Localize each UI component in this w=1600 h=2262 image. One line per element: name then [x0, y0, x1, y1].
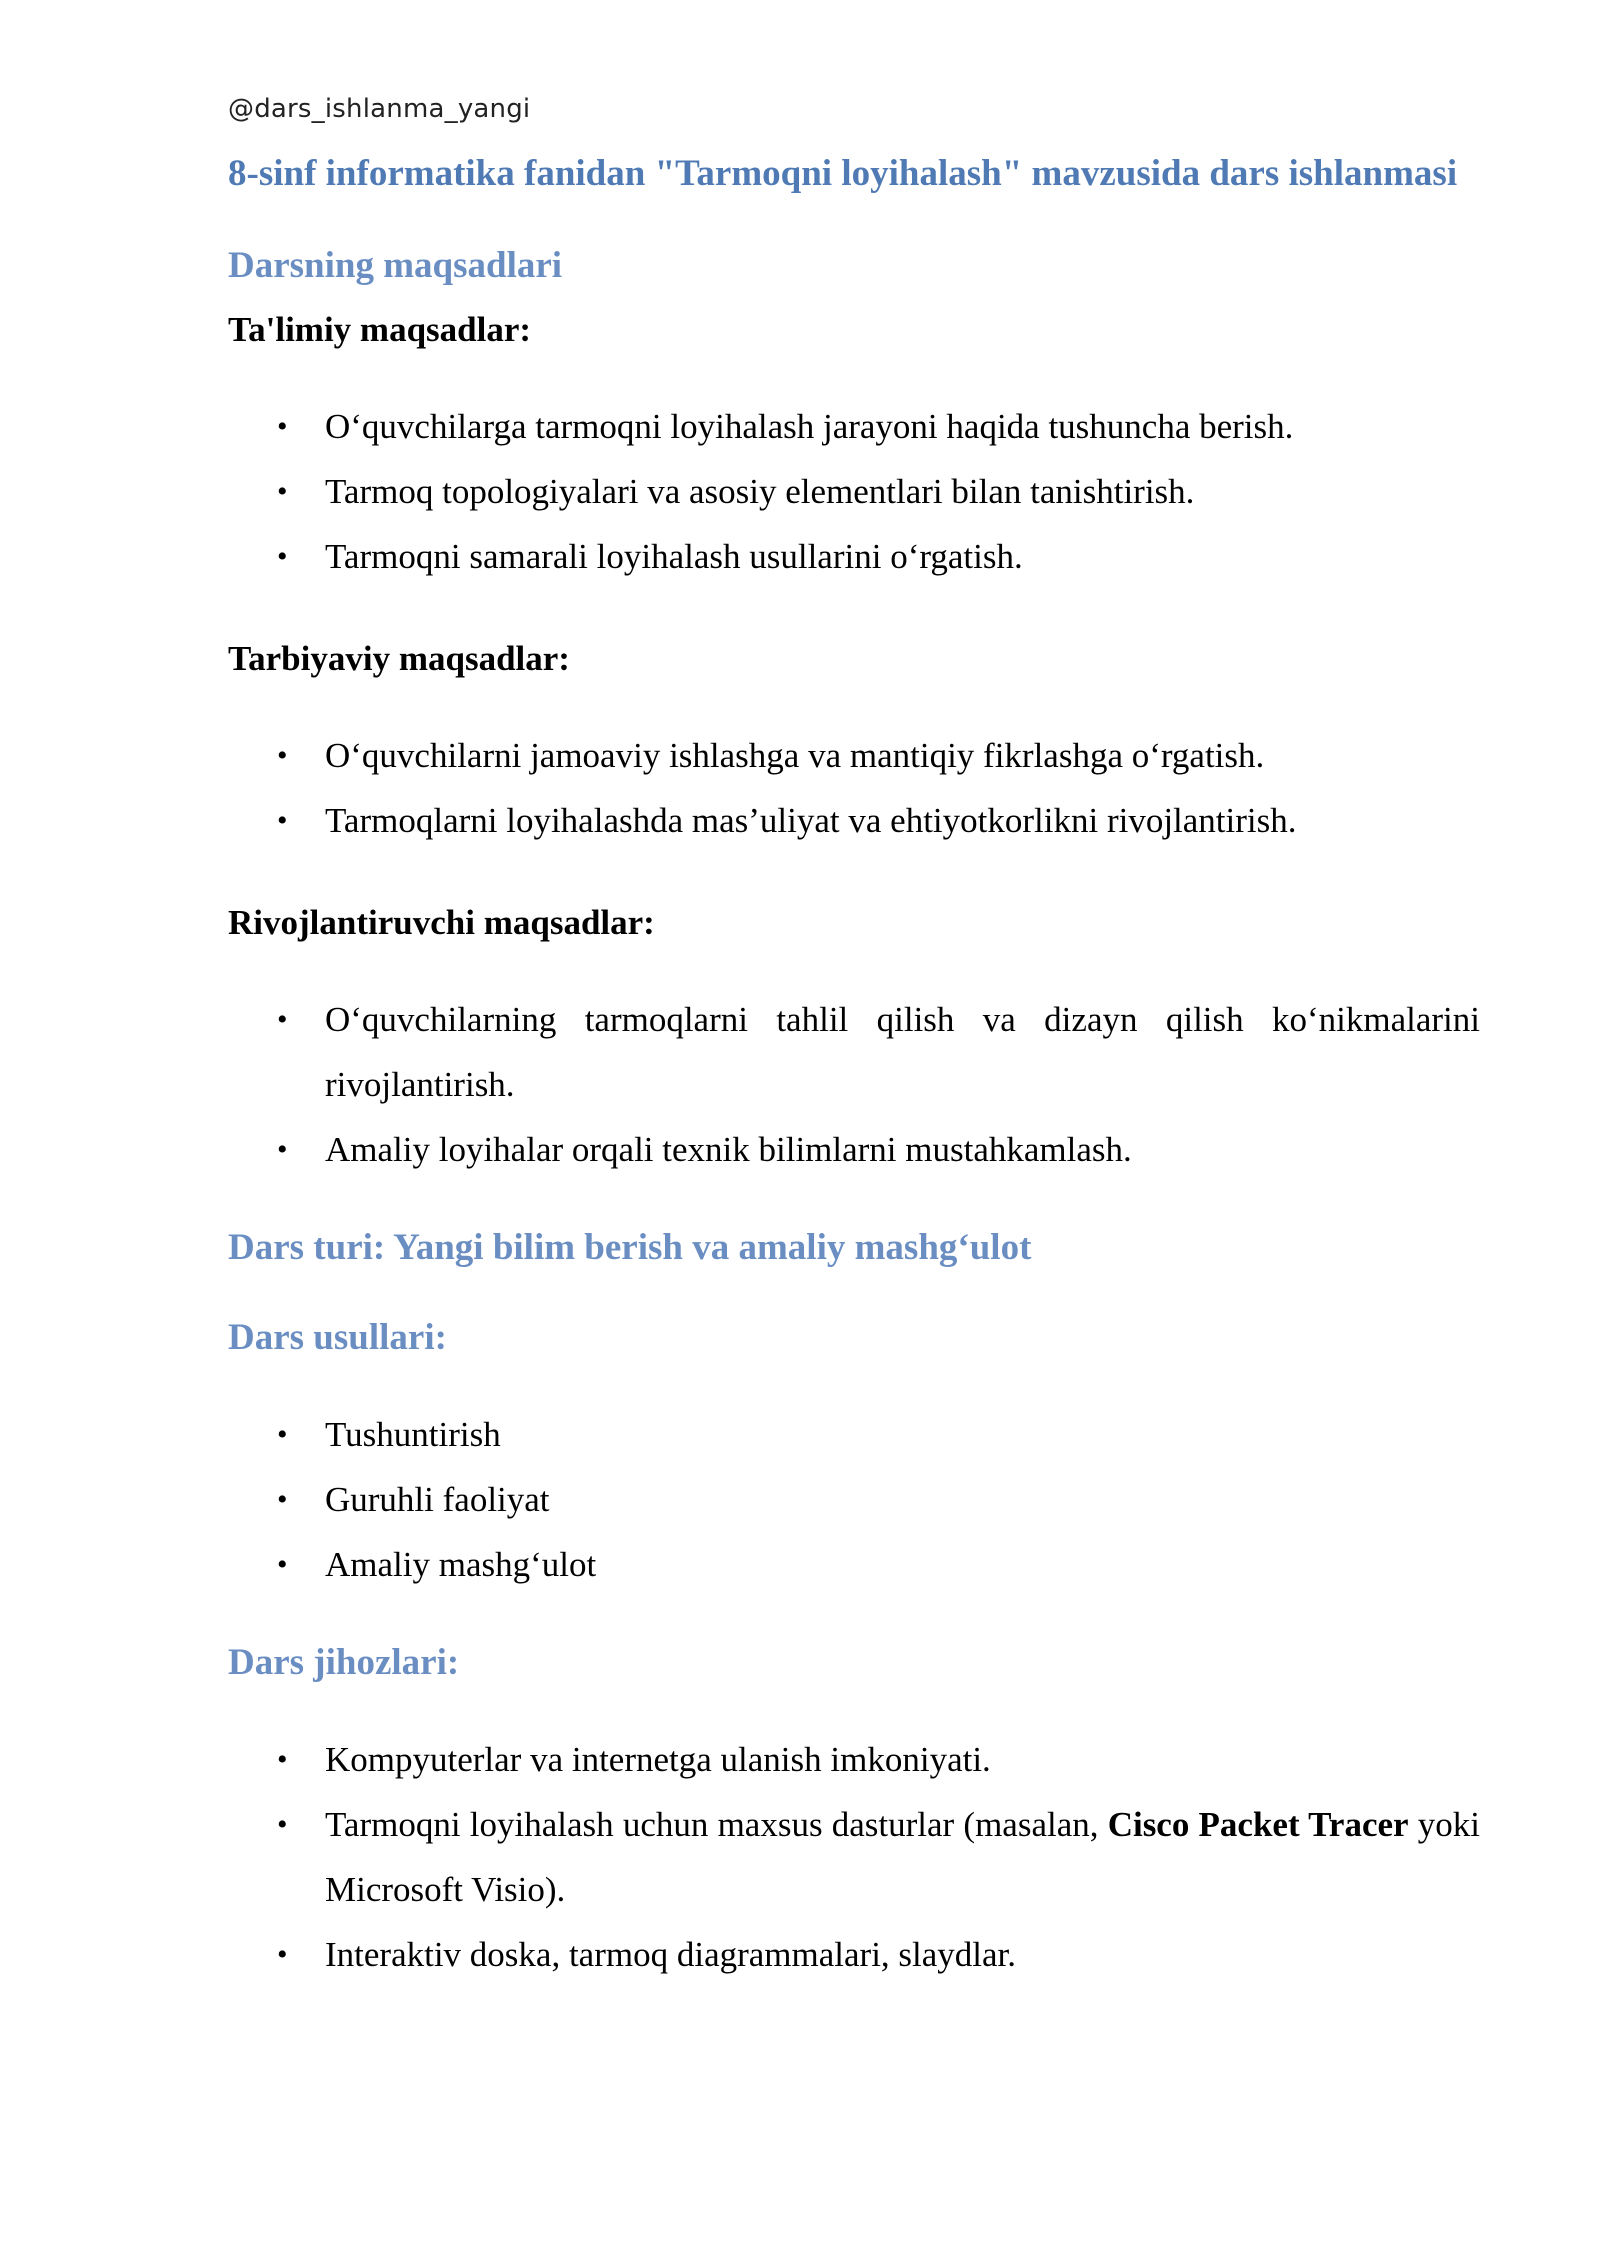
list-item [228, 1402, 1480, 1467]
list-item-text: O‘quvchilarga tarmoqni loyihalash jarayoni haqida tushuncha berish. [325, 407, 1294, 446]
bullet: • [277, 1418, 288, 1451]
list-item [228, 459, 1480, 524]
equipment-list [228, 1727, 1480, 1987]
list-item-text: O‘quvchilarni jamoaviy ishlashga va mantiqiy fikrlashga o‘rgatish. [325, 736, 1265, 775]
upbringing-goals-heading: Tarbiyaviy maqsadlar: [228, 639, 570, 678]
bullet: • [277, 1548, 288, 1581]
bullet: • [277, 739, 288, 772]
list-item-text: Amaliy mashg‘ulot [325, 1545, 597, 1584]
bullet: • [277, 1133, 288, 1166]
developmental-goals-heading: Rivojlantiruvchi maqsadlar: [228, 903, 655, 942]
list-item [228, 1922, 1480, 1987]
developmental-goals-list [228, 987, 1480, 1182]
list-item-text: Interaktiv doska, tarmoq diagrammalari, slaydlar. [325, 1935, 1017, 1974]
list-item-text: Tushuntirish [325, 1415, 501, 1454]
list-item-text: Tarmoqlarni loyihalashda mas’uliyat va ehtiyotkorlikni rivojlantirish. [325, 801, 1297, 840]
equipment-heading: Dars jihozlari: [228, 1642, 460, 1683]
bullet: • [277, 475, 288, 508]
bullet: • [277, 804, 288, 837]
list-item [228, 1532, 1480, 1597]
list-item [228, 723, 1480, 788]
list-item-text: Kompyuterlar va internetga ulanish imkoniyati. [325, 1740, 991, 1779]
list-item-text: Tarmoqni loyihalash uchun maxsus dasturlar (masalan, [325, 1805, 1108, 1844]
document-content [228, 148, 1480, 1987]
list-item-text: Amaliy loyihalar orqali texnik bilimlarni mustahkamlash. [325, 1130, 1132, 1169]
list-item [228, 1727, 1480, 1792]
methods-heading: Dars usullari: [228, 1317, 447, 1358]
list-item [228, 1117, 1480, 1182]
list-item [228, 394, 1480, 459]
list-item [228, 1792, 1480, 1922]
bullet: • [277, 1003, 288, 1036]
document-title: 8-sinf informatika fanidan "Tarmoqni loyihalash" mavzusida dars ishlanmasi [228, 153, 1458, 194]
list-item-text: Guruhli faoliyat [325, 1480, 550, 1519]
software-name: Cisco Packet Tracer [1107, 1805, 1409, 1844]
channel-tag: @dars_ishlanma_yangi [228, 94, 531, 124]
list-item-text: Tarmoqni samarali loyihalash usullarini o‘rgatish. [325, 537, 1023, 576]
list-item [228, 1467, 1480, 1532]
educational-goals-list [228, 394, 1480, 589]
bullet: • [277, 1808, 288, 1841]
upbringing-goals-list [228, 723, 1480, 853]
goals-heading: Darsning maqsadlari [228, 245, 563, 286]
list-item [228, 524, 1480, 589]
bullet: • [277, 410, 288, 443]
educational-goals-heading: Ta'limiy maqsadlar: [228, 310, 532, 349]
bullet: • [277, 1938, 288, 1971]
bullet: • [277, 1743, 288, 1776]
list-item-text: Tarmoq topologiyalari va asosiy elementlari bilan tanishtirish. [325, 472, 1195, 511]
bullet: • [277, 1483, 288, 1516]
lesson-type-heading: Dars turi: Yangi bilim berish va amaliy mashg‘ulot [228, 1227, 1032, 1268]
list-item [228, 788, 1480, 853]
list-item-text: yoki Microsoft Visio). [325, 1805, 1480, 1909]
methods-list [228, 1402, 1480, 1597]
list-item-text: O‘quvchilarning tarmoqlarni tahlil qilish va dizayn qilish ko‘nikmalarini rivojlantirish. [325, 1000, 1480, 1104]
bullet: • [277, 540, 288, 573]
list-item [228, 987, 1480, 1117]
